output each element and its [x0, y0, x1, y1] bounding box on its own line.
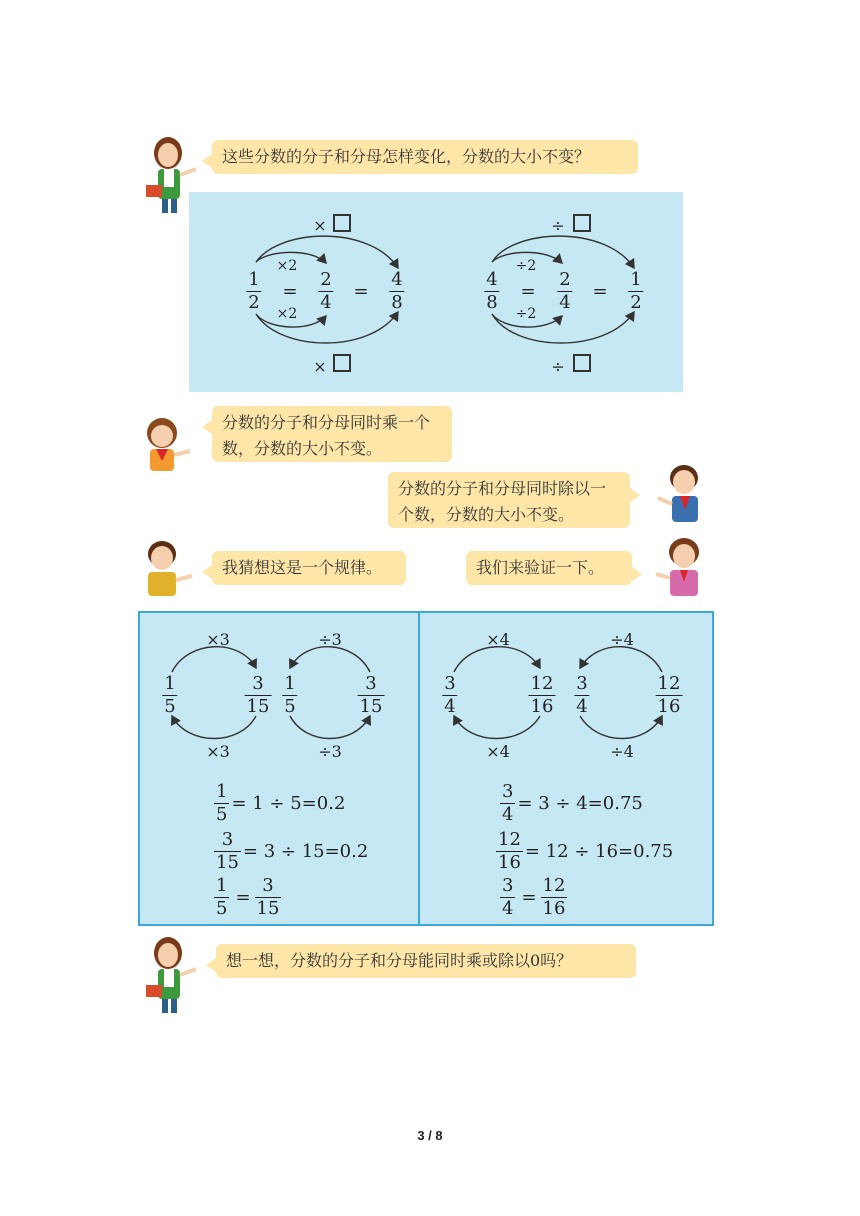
op-label: ÷4	[610, 630, 634, 649]
op-label: ×2	[276, 258, 298, 274]
equation-line: $\frac{1}{5}$ = $\frac{3}{15}$	[216, 875, 280, 919]
divide-sign: ÷	[551, 216, 565, 235]
equation-line: $\frac{12}{16}$ = 12 ÷ 16=0.75	[498, 829, 674, 873]
op-label: ÷3	[318, 630, 342, 649]
op-label: ÷2	[515, 258, 537, 274]
op-label: ×4	[486, 630, 510, 649]
fraction: 1 2	[630, 269, 642, 313]
equals-sign: =	[282, 281, 298, 302]
fraction: 3 4	[444, 673, 456, 717]
equals-sign: =	[592, 281, 608, 302]
equals-sign: =	[353, 281, 369, 302]
speech-bubble-question: 这些分数的分子和分母怎样变化，分数的大小不变？	[212, 140, 638, 174]
equation-line: $\frac{3}{4}$ = $\frac{12}{16}$	[502, 875, 566, 919]
multiply-sign: ×	[313, 357, 327, 376]
op-label: ÷2	[515, 306, 537, 322]
fraction: 4 8	[391, 269, 403, 313]
fraction: 2 4	[559, 269, 571, 313]
fraction: 4 8	[486, 269, 498, 313]
op-label: ×3	[206, 630, 230, 649]
multiply-sign: ×	[313, 216, 327, 235]
fraction: 3 15	[246, 673, 270, 717]
fraction: 1 2	[248, 269, 260, 313]
fraction: 3 15	[359, 673, 383, 717]
page-number: 3 / 8	[417, 1128, 443, 1143]
op-label: ×3	[206, 742, 230, 761]
equation-line: $\frac{1}{5}$ = 1 ÷ 5=0.2	[216, 781, 346, 825]
speech-bubble-verify: 我们来验证一下。	[466, 551, 632, 585]
equation-line: $\frac{3}{4}$ = 3 ÷ 4=0.75	[502, 781, 643, 825]
fraction: 1 5	[164, 673, 176, 717]
op-label: ÷3	[318, 742, 342, 761]
op-label: ×4	[486, 742, 510, 761]
fraction: 3 4	[576, 673, 588, 717]
speech-bubble-multiply-rule: 分数的分子和分母同时乘一个数，分数的大小不变。	[212, 406, 452, 462]
fraction: 2 4	[320, 269, 332, 313]
divide-sign: ÷	[551, 357, 565, 376]
fraction: 1 5	[284, 673, 296, 717]
speech-bubble-divide-rule: 分数的分子和分母同时除以一个数，分数的大小不变。	[388, 472, 630, 528]
op-label: ×2	[276, 306, 298, 322]
op-label: ÷4	[610, 742, 634, 761]
speech-bubble-zero-question: 想一想，分数的分子和分母能同时乘或除以0吗？	[216, 944, 636, 978]
fraction: 12 16	[657, 673, 681, 717]
speech-bubble-guess: 我猜想这是一个规律。	[212, 551, 406, 585]
equation-line: $\frac{3}{15}$ = 3 ÷ 15=0.2	[216, 829, 369, 873]
fraction: 12 16	[530, 673, 554, 717]
equals-sign: =	[520, 281, 536, 302]
